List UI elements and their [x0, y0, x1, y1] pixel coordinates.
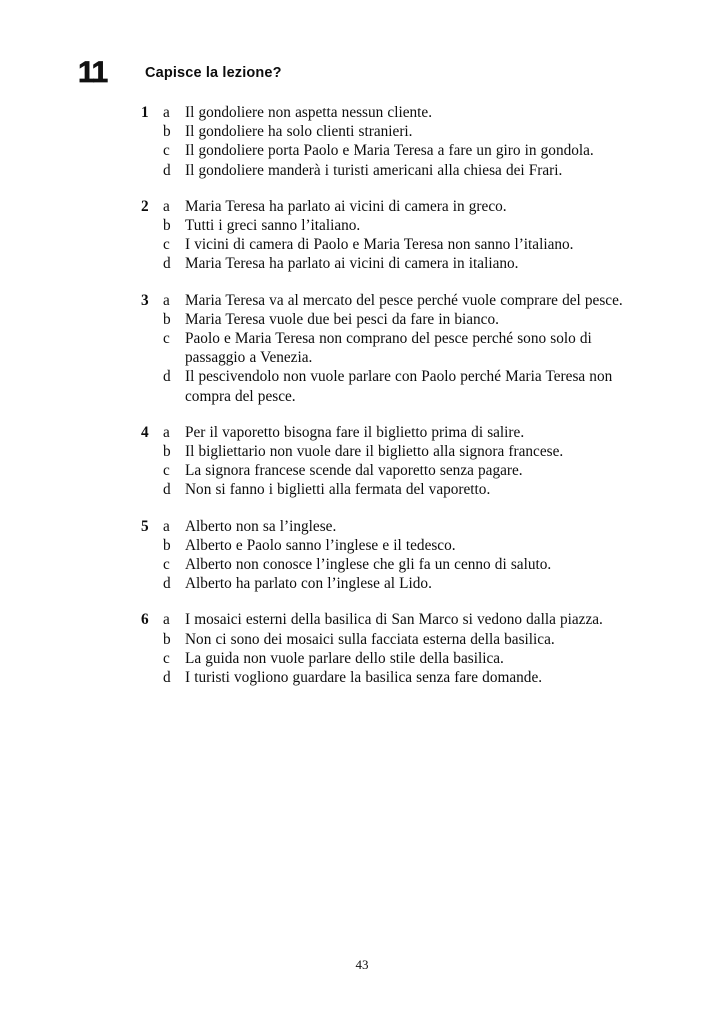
- option-letter: d: [163, 161, 171, 179]
- option-row[interactable]: [0, 555, 724, 574]
- page-title: Capisce la lezione?: [145, 65, 282, 81]
- option-letter: c: [163, 649, 170, 667]
- option-letter: a: [163, 291, 170, 309]
- option-letter: a: [163, 197, 170, 215]
- option-text: La guida non vuole parlare dello stile della basilica.: [185, 649, 504, 667]
- option-letter: c: [163, 556, 170, 574]
- option-letter: b: [163, 310, 171, 328]
- option-row[interactable]: [0, 649, 724, 668]
- option-row[interactable]: [0, 536, 724, 555]
- option-text: Alberto non sa l’inglese.: [185, 517, 337, 535]
- option-text: I turisti vogliono guardare la basilica senza fare domande.: [185, 669, 543, 687]
- page-number: 43: [355, 957, 369, 972]
- option-letter: c: [163, 330, 170, 348]
- question-list: [0, 103, 724, 704]
- question-block: [0, 197, 724, 274]
- option-text: Alberto ha parlato con l’inglese al Lido.: [185, 575, 432, 593]
- option-letter: b: [163, 217, 171, 235]
- option-text: Il gondoliere ha solo clienti stranieri.: [185, 123, 413, 141]
- option-text: Per il vaporetto bisogna fare il biglietto prima di salire.: [185, 423, 525, 441]
- option-row[interactable]: [0, 423, 724, 442]
- option-text: Il gondoliere non aspetta nessun cliente.: [185, 104, 433, 121]
- option-row[interactable]: [0, 461, 724, 480]
- option-row[interactable]: [0, 480, 724, 499]
- option-text: Alberto non conosce l’inglese che gli fa un cenno di saluto.: [185, 556, 552, 574]
- option-row[interactable]: [0, 367, 724, 405]
- option-text: Maria Teresa vuole due bei pesci da fare in bianco.: [185, 310, 499, 328]
- option-row[interactable]: [0, 610, 724, 629]
- option-row[interactable]: [0, 235, 724, 254]
- option-row[interactable]: [0, 161, 724, 180]
- option-row[interactable]: [0, 517, 724, 536]
- option-text: Non si fanno i biglietti alla fermata del vaporetto.: [185, 481, 491, 499]
- option-letter: d: [163, 575, 171, 593]
- option-letter: c: [163, 142, 170, 160]
- option-letter: a: [163, 423, 170, 441]
- chapter-number: 11: [78, 56, 107, 89]
- option-letter: b: [163, 443, 171, 461]
- option-letter: d: [163, 481, 171, 499]
- option-row[interactable]: [0, 630, 724, 649]
- question-block: [0, 423, 724, 500]
- option-text: Il bigliettario non vuole dare il biglietto alla signora francese.: [185, 443, 564, 461]
- option-letter: d: [163, 255, 171, 273]
- question-block: [0, 517, 724, 594]
- option-row[interactable]: [0, 254, 724, 273]
- option-row[interactable]: [0, 668, 724, 687]
- option-text: I vicini di camera di Paolo e Maria Teresa non sanno l’italiano.: [185, 236, 574, 254]
- option-text: Non ci sono dei mosaici sulla facciata esterna della basilica.: [185, 630, 555, 648]
- question-number: 3: [141, 291, 149, 309]
- option-row[interactable]: [0, 216, 724, 235]
- option-letter: c: [163, 236, 170, 254]
- option-letter: d: [163, 669, 171, 687]
- question-number: 1: [141, 104, 149, 121]
- option-text: Maria Teresa ha parlato ai vicini di camera in greco.: [185, 197, 507, 215]
- question-block: [0, 103, 724, 180]
- question-number: 2: [141, 197, 149, 215]
- option-row[interactable]: [0, 291, 724, 310]
- question-number: 5: [141, 517, 149, 535]
- option-row[interactable]: [0, 310, 724, 329]
- option-row[interactable]: [0, 122, 724, 141]
- option-letter: a: [163, 104, 170, 121]
- option-letter: b: [163, 123, 171, 141]
- question-block: [0, 610, 724, 687]
- option-letter: b: [163, 536, 171, 554]
- question-number: 4: [141, 423, 149, 441]
- option-letter: b: [163, 630, 171, 648]
- option-letter: a: [163, 611, 170, 629]
- option-text: I mosaici esterni della basilica di San Marco si vedono dalla piazza.: [185, 611, 603, 629]
- option-text: Alberto e Paolo sanno l’inglese e il tedesco.: [185, 536, 456, 554]
- option-text: Il gondoliere manderà i turisti americani alla chiesa dei Frari.: [185, 161, 563, 179]
- option-row[interactable]: [0, 574, 724, 593]
- question-block: [0, 291, 724, 406]
- option-text: Maria Teresa va al mercato del pesce perché vuole comprare del pesce.: [185, 291, 623, 309]
- option-text: Il pescivendolo non vuole parlare con Paolo perché Maria Teresa non compra del pesce.: [185, 368, 613, 405]
- option-letter: a: [163, 517, 170, 535]
- question-number: 6: [141, 611, 149, 629]
- option-text: Paolo e Maria Teresa non comprano del pesce perché sono solo di passaggio a Venezia.: [185, 330, 592, 367]
- option-letter: c: [163, 462, 170, 480]
- option-text: Maria Teresa ha parlato ai vicini di camera in italiano.: [185, 255, 519, 273]
- option-row[interactable]: [0, 103, 724, 122]
- page-header: [0, 58, 724, 104]
- option-row[interactable]: [0, 141, 724, 160]
- option-letter: d: [163, 368, 171, 386]
- option-text: La signora francese scende dal vaporetto senza pagare.: [185, 462, 523, 480]
- option-row[interactable]: [0, 442, 724, 461]
- option-row[interactable]: [0, 329, 724, 367]
- option-text: Tutti i greci sanno l’italiano.: [185, 217, 361, 235]
- option-text: Il gondoliere porta Paolo e Maria Teresa a fare un giro in gondola.: [185, 142, 594, 160]
- option-row[interactable]: [0, 197, 724, 216]
